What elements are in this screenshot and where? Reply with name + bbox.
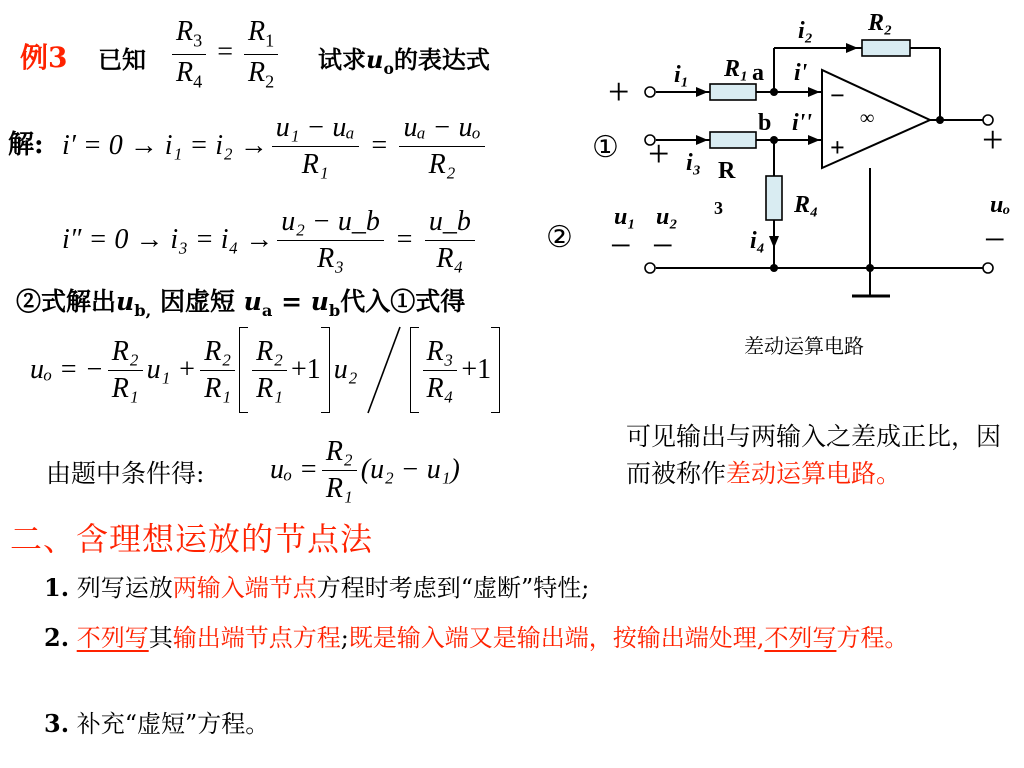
list-item: 1. 列写运放两输入端节点方程时考虑到“虚断”特性;: [44, 573, 590, 602]
list-item: 3. 补充“虚短”方程。: [44, 709, 270, 738]
r2-label: R₂: [868, 10, 893, 36]
node-a-label: a: [752, 60, 764, 86]
u1-label: u₁: [614, 204, 636, 230]
given-text: 已知: [98, 45, 146, 74]
resistor-r2: [862, 40, 910, 56]
condition-formula: uₒ = $\frac{\text{R₂}}{\text{R₁}}$ (u₂ − u₁): [270, 435, 460, 504]
infinity-gain-symbol: ∞: [860, 107, 875, 129]
differential-amplifier-circuit: [600, 0, 1024, 320]
list-item: 2. 不列写其输出端节点方程;既是输入端又是输出端，按输出端处理,不列写方程。: [44, 623, 909, 652]
u2-label: u₂: [656, 204, 678, 230]
resistor-r1: [710, 84, 756, 100]
i-double-prime-label: i'': [792, 110, 813, 136]
resistor-r3: [710, 132, 756, 148]
u1-plus-sign: +: [608, 71, 630, 113]
uo-formula: uₒ = − $\frac{\text{R₂}}{\text{R₁}}$ u₁ + $\frac{\text{R₂}}{\text{R₁}}$ $\frac{\text{R₂}}{\text{R₁}}$ +1 u₂ $\frac{\text{R₃}}{\text{R₄}}$ +1: [30, 322, 500, 418]
uo-minus-sign: −: [984, 219, 1006, 261]
r4-label: R₄: [794, 192, 819, 218]
note-paragraph: 可见输出与两输入之差成正比，因而被称作差动运算电路。: [626, 422, 1002, 488]
u2-minus-sign: −: [652, 225, 674, 267]
equation-marker-1: ①: [592, 130, 619, 165]
step-text: ②式解出$u_{b,}$ 因虚短 $u_a = u_b$代入①式得: [16, 287, 466, 320]
r3-subscript: 3: [714, 198, 723, 218]
u1-minus-sign: −: [610, 225, 632, 267]
solution-line-1: i′ = 0 → i₁ = i₂ → $\frac{\text{u₁ − uₐ}}{\text{R₁}}$ = $\frac{\text{uₐ − uₒ}}{\text{R₂}}$: [62, 96, 489, 196]
u2-plus-sign: +: [648, 133, 670, 175]
inverting-input-sign: −: [830, 81, 845, 110]
uo-plus-sign: +: [982, 119, 1004, 161]
solution-line-2: i″ = 0 → i₃ = i₄ → $\frac{\text{u₂ − u\_b}}{\text{R₃}}$ = $\frac{u\_b}{\text{R₄}}$: [62, 190, 479, 290]
example-label: 例3: [20, 41, 68, 74]
condition-text: 由题中条件得:: [46, 459, 205, 488]
i2-label: i₂: [798, 18, 814, 44]
task-text: 试求$u_o$的表达式: [318, 45, 490, 78]
resistor-r4: [766, 176, 782, 220]
given-equation: $\frac{R_3}{R_4}$ = $\frac{R_1}{R_2}$: [168, 16, 282, 92]
r3-label: R: [718, 158, 736, 184]
division-slash: [364, 325, 404, 415]
i4-label: i₄: [750, 228, 766, 254]
i3-label: i₃: [686, 150, 702, 176]
i1-label: i₁: [674, 62, 690, 88]
noninverting-input-sign: +: [830, 133, 845, 162]
section-title: 二、含理想运放的节点法: [10, 520, 374, 558]
uo-label: uₒ: [990, 192, 1011, 218]
circuit-caption: 差动运算电路: [744, 334, 864, 358]
solution-label: 解:: [8, 130, 44, 160]
node-b-label: b: [758, 110, 772, 136]
equation-marker-2: ②: [546, 220, 573, 255]
i-prime-label: i': [794, 60, 808, 86]
r1-label: R₁: [724, 56, 749, 82]
